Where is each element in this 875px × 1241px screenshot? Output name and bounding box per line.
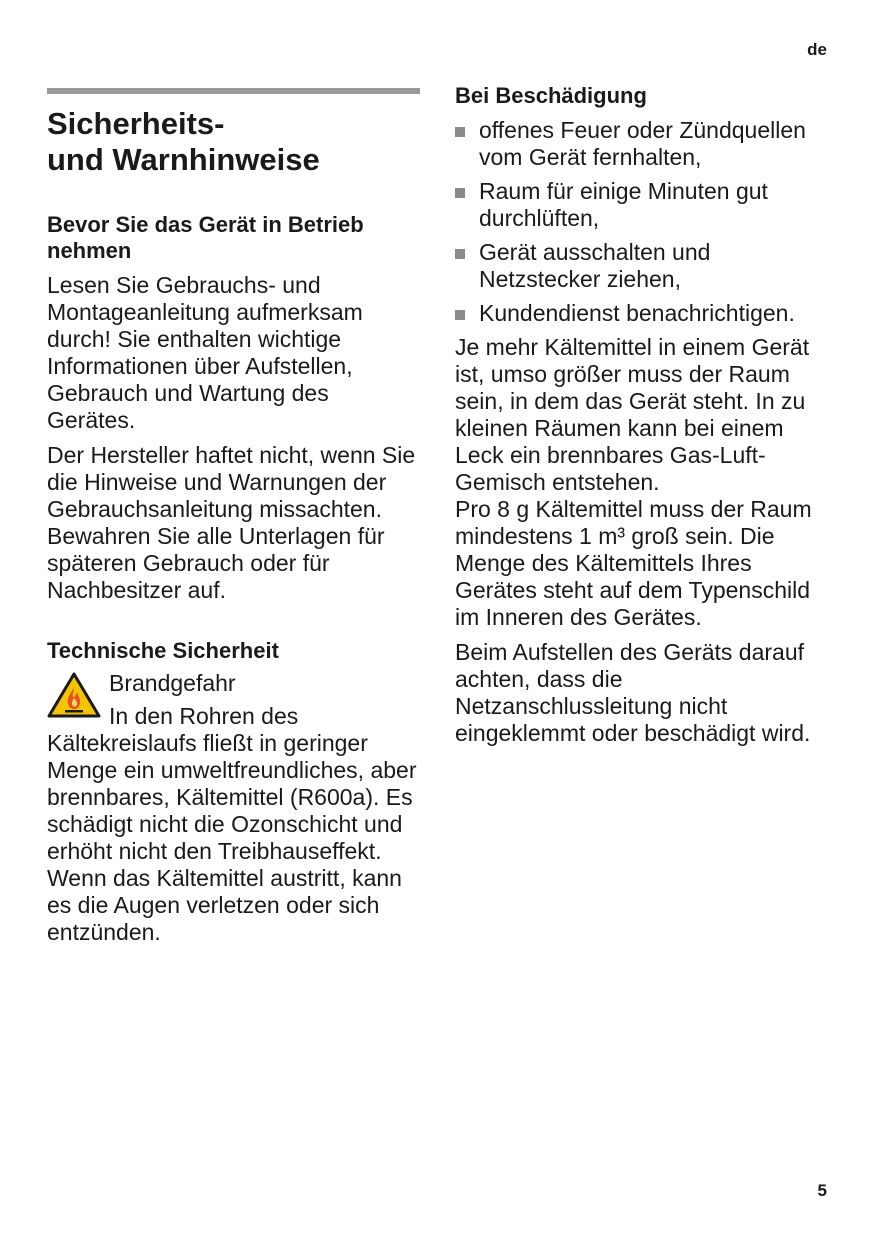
paragraph-liability: Der Hersteller haftet nicht, wenn Sie die Hinweise und Warnungen der Gebrauchsanleitung missachten. Bewahren Sie alle Unterlagen für späteren Gebrauch oder für Nachbesitzer auf. [47,442,416,603]
page-title-line-1: Sicherheits- [47,106,225,141]
bullet-square-icon [455,249,465,259]
fire-warning-block [47,670,420,946]
bullet-square-icon [455,127,465,137]
fire-warning-icon [47,672,101,718]
list-item [455,178,835,232]
paragraph-refrigerant-amount: Je mehr Kältemittel in einem Gerät ist, umso größer muss der Raum sein, in dem das Gerät steht. In zu kleinen Räumen kann bei einem Leck ein brennbares Gas-Luft-Gemisch entstehen. [455,334,810,495]
language-label: de [807,40,827,59]
warning-title: Brandgefahr [109,670,236,696]
paragraph-room-size: Pro 8 g Kältemittel muss der Raum mindestens 1 m³ groß sein. Die Menge des Kältemittels Ihres Gerätes steht auf dem Typenschild im Inneren des Gerätes. [455,496,812,630]
list-item-text: Gerät ausschalten und Netzstecker ziehen, [479,239,711,292]
damage-steps-list [455,117,835,327]
bullet-square-icon [455,310,465,320]
list-item-text: Raum für einige Minuten gut durchlüften, [479,178,768,231]
right-column [455,83,835,747]
warning-text: In den Rohren des Kältekreislaufs fließt in geringer Menge ein umweltfreundliches, aber brennbares, Kältemittel (R600a). Es schädigt nicht die Ozonschicht und erhöht nicht den Treibhauseffekt. Wenn das Kältemittel austritt, kann es die Augen verletzen oder sich entzünden. [47,703,417,945]
list-item [455,117,835,171]
list-item [455,300,835,327]
section-rule [47,88,420,94]
section-heading-technical-safety: Technische Sicherheit [47,638,279,663]
section-heading-before-use: Bevor Sie das Gerät in Betrieb nehmen [47,212,364,263]
list-item-text: offenes Feuer oder Zündquellen vom Gerät fernhalten, [479,117,806,170]
page-title-line-2: und Warnhinweise [47,142,320,177]
bullet-square-icon [455,188,465,198]
list-item-text: Kundendienst benachrichtigen. [479,300,795,326]
page-title [47,106,420,178]
left-column [47,88,420,946]
paragraph-read-manual: Lesen Sie Gebrauchs- und Montageanleitung aufmerksam durch! Sie enthalten wichtige Informationen über Aufstellen, Gebrauch und Wartung des Gerätes. [47,272,363,433]
section-heading-damage: Bei Beschädigung [455,83,647,108]
paragraph-power-cable: Beim Aufstellen des Geräts darauf achten, dass die Netzanschlussleitung nicht eingeklemmt oder beschädigt wird. [455,639,811,746]
page-number: 5 [817,1181,827,1200]
list-item [455,239,835,293]
